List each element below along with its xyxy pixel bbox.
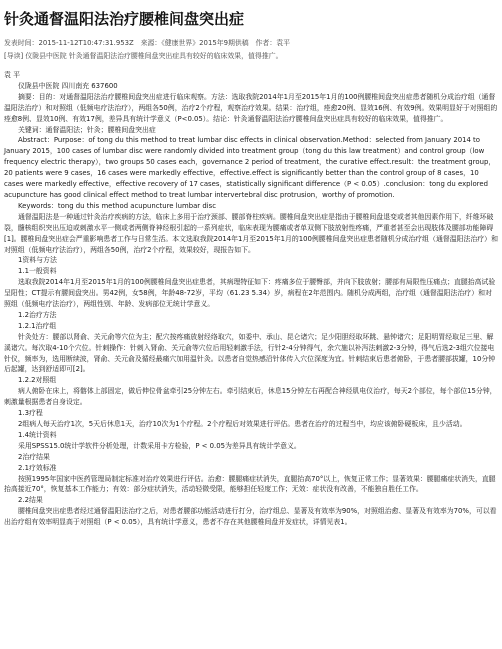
article-meta: 发表时间：2015-11-12T10:47:31.953Z 来源：《健康世界》2015年9期供稿 作者：袁平 <box>4 39 290 47</box>
author-name: 袁 平 <box>4 71 20 79</box>
subsection-heading: 2.2结果 <box>18 496 43 505</box>
article-lead: [导读] 仪陇县中医院 针灸通督温阳法治疗腰椎间盘突出症具有较好的临床效果，值得推广。 <box>4 52 283 60</box>
section-heading: 2治疗结果 <box>18 452 50 461</box>
subsection-heading: 1.1一般资料 <box>18 267 57 276</box>
subsection-heading: 1.4统计资料 <box>18 430 57 439</box>
subsection-heading: 1.2治疗方法 <box>18 310 57 319</box>
subsection-heading: 1.2.2对照组 <box>18 376 57 385</box>
body-paragraph: 病人俯卧在床上，将髂体上部固定，做后伸位骨盆牵引25分钟左右。牵引结束后，休息15分钟左右再配合神经肌电仪治疗，每天2个部位，每个部位15分钟，刺激量根据患者自身设定。 <box>4 387 497 407</box>
body-paragraph: 针灸处方：腰部以肾俞、关元俞等穴位为主；配穴按疼痛放射经络取穴，如委中、承山、昆仑诸穴；足少阳胆经取环跳、悬钟诸穴；足阳明胃经取足三里、解溪诸穴。每次取4-10个穴位。针刺操作：针刺入肾俞、关元俞等穴位后用轻刺激手法，行针2-4分钟得气，余穴施以补泻法刺激2-3分钟，得气后选2-3组穴位接电针仪，频率为，选用断续波，肾俞、关元俞及循经最痛穴加用温针灸。以患者自觉热感沿针体传入穴位深度为宜。针刺结束后患者俯卧，于患者腰部拔罐，10分钟后起罐，达到舒适即可[2]。 <box>4 332 496 374</box>
subsection-heading: 1.2.1治疗组 <box>18 321 57 330</box>
keywords-en: Keywords：tong du this method acupuncture lumbar disc <box>18 201 216 210</box>
abstract-cn: 摘要：目的：对通督温阳法治疗腰椎间盘突出症进行临床观察。方法：选取我院2014年1月至2015年1月的100例腰椎间盘突出症患者随机分成治疗组（通督温阳法治疗）和对照组（低频电疗法治疗），两组各50例，治疗2个疗程，观察治疗效果。结果：治疗组，痊愈20例、显效16例、有效9例。效果明显好于对照组的痊愈8例、显效10例、有效17例，差异具有统计学意义（P<0.05）。结论：针灸通督温阳法治疗腰椎间盘突出症具有较好的临床效果，值得推广。 <box>4 92 498 123</box>
subsection-heading: 1.3疗程 <box>18 409 43 418</box>
intro-paragraph: 通督温阳法是一种通过针灸治疗疾病的方法，临床上多用于治疗颈部、腰部脊柱疾病。腰椎间盘突出症是指由于腰椎间盘退变或者其他因素作用下，纤维环破裂，髓核组织突出压迫或刺激水平一侧或者两侧脊神经根引起的一系列症状，临床表现为腰痛或者单双侧下肢放射性疼痛，严重者甚至会出现肢体及腰部功能障碍[1]。腰椎间盘突出症会严重影响患者工作与日常生活。本文选取我院2014年1月至2015年1月的100例腰椎间盘突出症患者随机分成治疗组（通督温阳法治疗）和对照组（低频电疗法治疗），两组各50例，治疗2个疗程，效果较好，现报告如下。 <box>4 212 498 254</box>
keywords-cn: 关键词：通督温阳法；针灸；腰椎间盘突出症 <box>18 125 156 134</box>
subsection-heading: 2.1疗效标准 <box>18 463 57 472</box>
body-paragraph: 腰椎间盘突出症患者经过通督温阳法治疗之后，对患者腰部功能活动进行打分，治疗组总、显著及有效率为90%，对照组治愈、显著及有效率为70%，可以看出治疗组有效率明显高于对照组（P < 0.05），具有统计学意义，患者不存在其他腰椎间盘并发症状，详情见表1。 <box>4 507 497 527</box>
author-affiliation: 仪陇县中医院 四川南充 637600 <box>18 81 118 90</box>
body-paragraph: 采用SPSS15.0统计学软件分析处理，计数采用卡方检验，P < 0.05为差异具有统计学意义。 <box>18 441 301 450</box>
abstract-en: Abstract：Purpose：of tong du this method to treat lumbar disc effects in clinical observation.Method：selected from January 2014 to January 2015，100 cases of lumbar disc were randomly divided into treatment group（tong du this law treatment）and control group（low frequency electric therapy），two groups 50 cases each，governance 2 period of treatment，the curative effect.result：the treatment group，20 patients were 9 cases，16 cases were markedly effective，effective.effect is significantly better than the control group of 8 cases，10 cases were markedly effective，effective recovery of 17 cases，statistically significant difference（P < 0.05）.conclusion：tong du explored acupuncture has good clinical effect method to treat lumbar intervertebral disc protrusion，worthy of promotion. <box>4 136 496 199</box>
body-paragraph: 2组病人每天治疗1次，5天后休息1天，治疗10次为1个疗程。2个疗程后对效果进行评估。患者在治疗的过程当中，均应该俯卧硬板床，且少活动。 <box>18 420 467 428</box>
section-heading: 1资料与方法 <box>18 256 57 265</box>
body-paragraph: 选取我院2014年1月至2015年1月的100例腰椎间盘突出症患者，其病理特征如下：疼痛多位于腰臀部，并向下肢放射；腰部有局限性压痛点；直腿抬高试验呈阳性；CT提示有腰间盘突出。男42例，女58例，年龄48-72岁，平均（61.23 5.34）岁，病程在2年范围内。随机分成两组，治疗组（通督温阳法治疗）和对照组（低频电疗法治疗），两组性别、年龄、发病部位无统计学意义。 <box>4 278 496 309</box>
body-paragraph: 按照1995年国家中医药管理局制定标准对治疗效果进行评估。治愈：腰腿痛症状消失，直腿抬高70°以上，恢复正常工作；显著效果：腰腿痛症状消失，直腿抬高接近70°，恢复基本工作能力；有效：部分症状消失，活动轻微受限，能够担任轻度工作；无效：症状没有改善，不能独自胜任工作。 <box>4 474 496 494</box>
article-body <box>4 70 498 528</box>
article-title: 针灸通督温阳法治疗腰椎间盘突出症 <box>4 10 245 28</box>
